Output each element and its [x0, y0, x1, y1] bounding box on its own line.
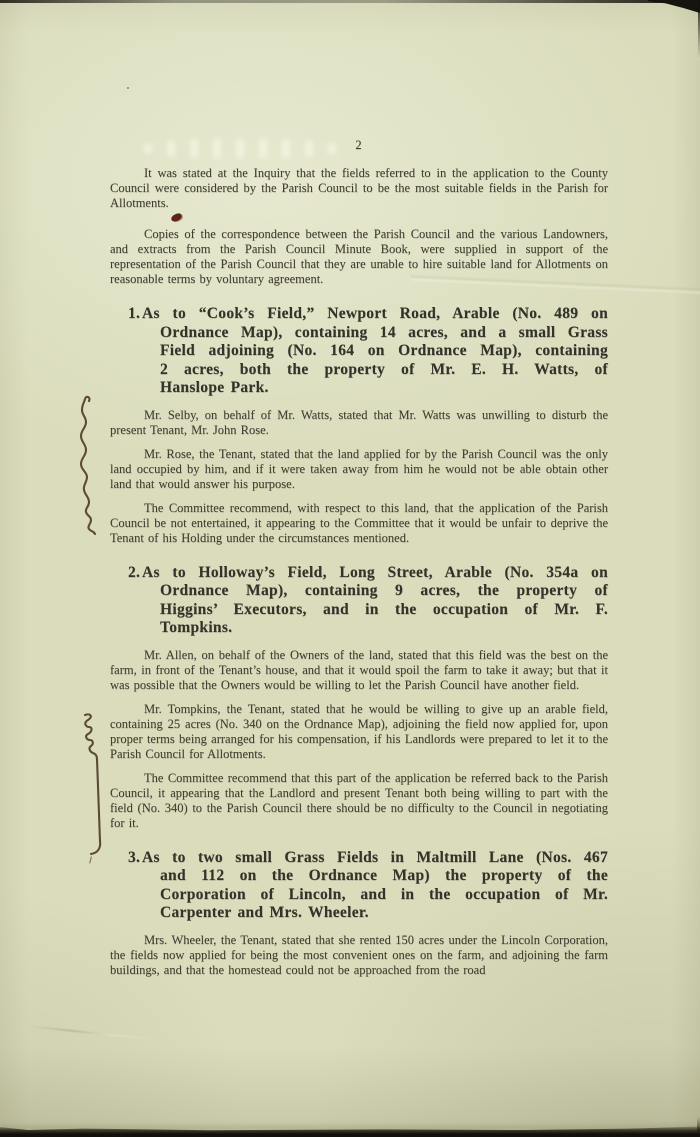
body-paragraph: It was stated at the Inquiry that the fields referred to in the application to the County Council were considered by the Parish Council to be the most suitable fields in the Parish for Allotments.: [110, 166, 608, 210]
numbered-section: [110, 564, 608, 831]
section-number: 1.: [128, 305, 141, 322]
scan-edge-bottom-shadow: [0, 1122, 700, 1130]
paper-scratch: [28, 1025, 157, 1041]
page-number: 2: [355, 138, 363, 152]
section-heading: [128, 849, 608, 923]
section-paragraphs: [110, 648, 608, 831]
scan-edge-top: [0, 0, 700, 3]
page-content: [110, 138, 608, 978]
section-heading-line: Tompkins.: [160, 619, 233, 636]
section-number: 3.: [128, 848, 141, 866]
margin-brace-mark-section-2: [76, 710, 102, 868]
section-heading: [128, 305, 608, 398]
section-heading-line: 2. As to Holloway’s Field, Long Street, Arable (No. 354a on: [128, 563, 608, 581]
intro-paragraphs: [110, 166, 608, 287]
section-heading-line: Carpenter and Mrs. Wheeler.: [160, 904, 369, 921]
section-paragraphs: [110, 933, 608, 978]
section-heading: [128, 564, 608, 638]
section-heading-line: 1. As to “Cook’s Field,” Newport Road, Arable (No. 489 on: [128, 305, 608, 322]
body-paragraph: The Committee recommend, with respect to this land, that the application of the Parish Council be not entertained, it appearing to the Committee that it would be unfair to deprive the Tenant of his Holding under the circumstances mentioned.: [110, 500, 608, 545]
paper-speck: [127, 87, 129, 89]
numbered-section: [110, 849, 608, 978]
section-heading-line: Corporation of Lincoln, and in the occupation of Mr.: [160, 885, 608, 903]
section-heading-line: Ordnance Map), containing 9 acres, the property of: [160, 582, 608, 599]
section-number: 2.: [128, 563, 141, 581]
section-heading-line: Higgins’ Executors, and in the occupation of Mr. F.: [160, 600, 608, 618]
section-heading-line: 3. As to two small Grass Fields in Maltmill Lane (Nos. 467: [128, 848, 608, 866]
section-heading-line: Field adjoining (No. 164 on Ordnance Map), containing: [160, 342, 608, 359]
body-paragraph: Mr. Selby, on behalf of Mr. Watts, stated that Mr. Watts was unwilling to disturb the present Tenant, Mr. John Rose.: [110, 407, 608, 437]
scan-corner-top-right: [648, 0, 700, 13]
body-paragraph: Mrs. Wheeler, the Tenant, stated that she rented 150 acres under the Lincoln Corporation, the fields now applied for being the most convenient ones on the farm, and adjoining the farm buildings, and that the homestead could not be approached from the road: [110, 932, 608, 977]
body-paragraph: The Committee recommend that this part of the application be referred back to the Parish Council, it appearing that the Landlord and present Tenant both being willing to part with the field (No. 340) to the Parish Council there should be no difficulty to the Council in negotiating for it.: [110, 770, 608, 830]
section-heading-line: Ordnance Map), containing 14 acres, and a small Grass: [160, 323, 608, 341]
section-paragraphs: [110, 408, 608, 546]
numbered-sections: [110, 305, 608, 978]
section-heading-line: and 112 on the Ordnance Map) the property of the: [160, 867, 608, 884]
body-paragraph: Mr. Rose, the Tenant, stated that the land applied for by the Parish Council was the only land occupied by him, and if it were taken away from him he would not be able obtain other land that would answer his purpose.: [110, 446, 608, 491]
body-paragraph: Copies of the correspondence between the Parish Council and the various Landowners, and extracts from the Parish Council Minute Book, were supplied in support of the representation of the Parish Council that they are unable to hire suitable land for Allotments on reasonable terms by voluntary agreement.: [110, 227, 608, 286]
numbered-section: [110, 305, 608, 546]
section-heading-line: Hanslope Park.: [160, 379, 269, 396]
margin-brace-mark-section-1: [72, 396, 102, 550]
body-paragraph: Mr. Allen, on behalf of the Owners of the land, stated that this field was the best on the farm, in front of the Tenant’s house, and that it would spoil the farm to take it away; but that it was possible that the Owners would be willing to let the Parish Council have another field.: [110, 647, 608, 692]
body-paragraph: Mr. Tompkins, the Tenant, stated that he would be willing to give up an arable field, containing 25 acres (No. 340 on the Ordnance Map), adjoining the field now applied for, upon proper terms being arranged for his compensation, if his Landlords were prepared to let it to the Parish Council for Allotments.: [110, 701, 608, 761]
section-heading-line: 2 acres, both the property of Mr. E. H. Watts, of: [160, 360, 608, 378]
